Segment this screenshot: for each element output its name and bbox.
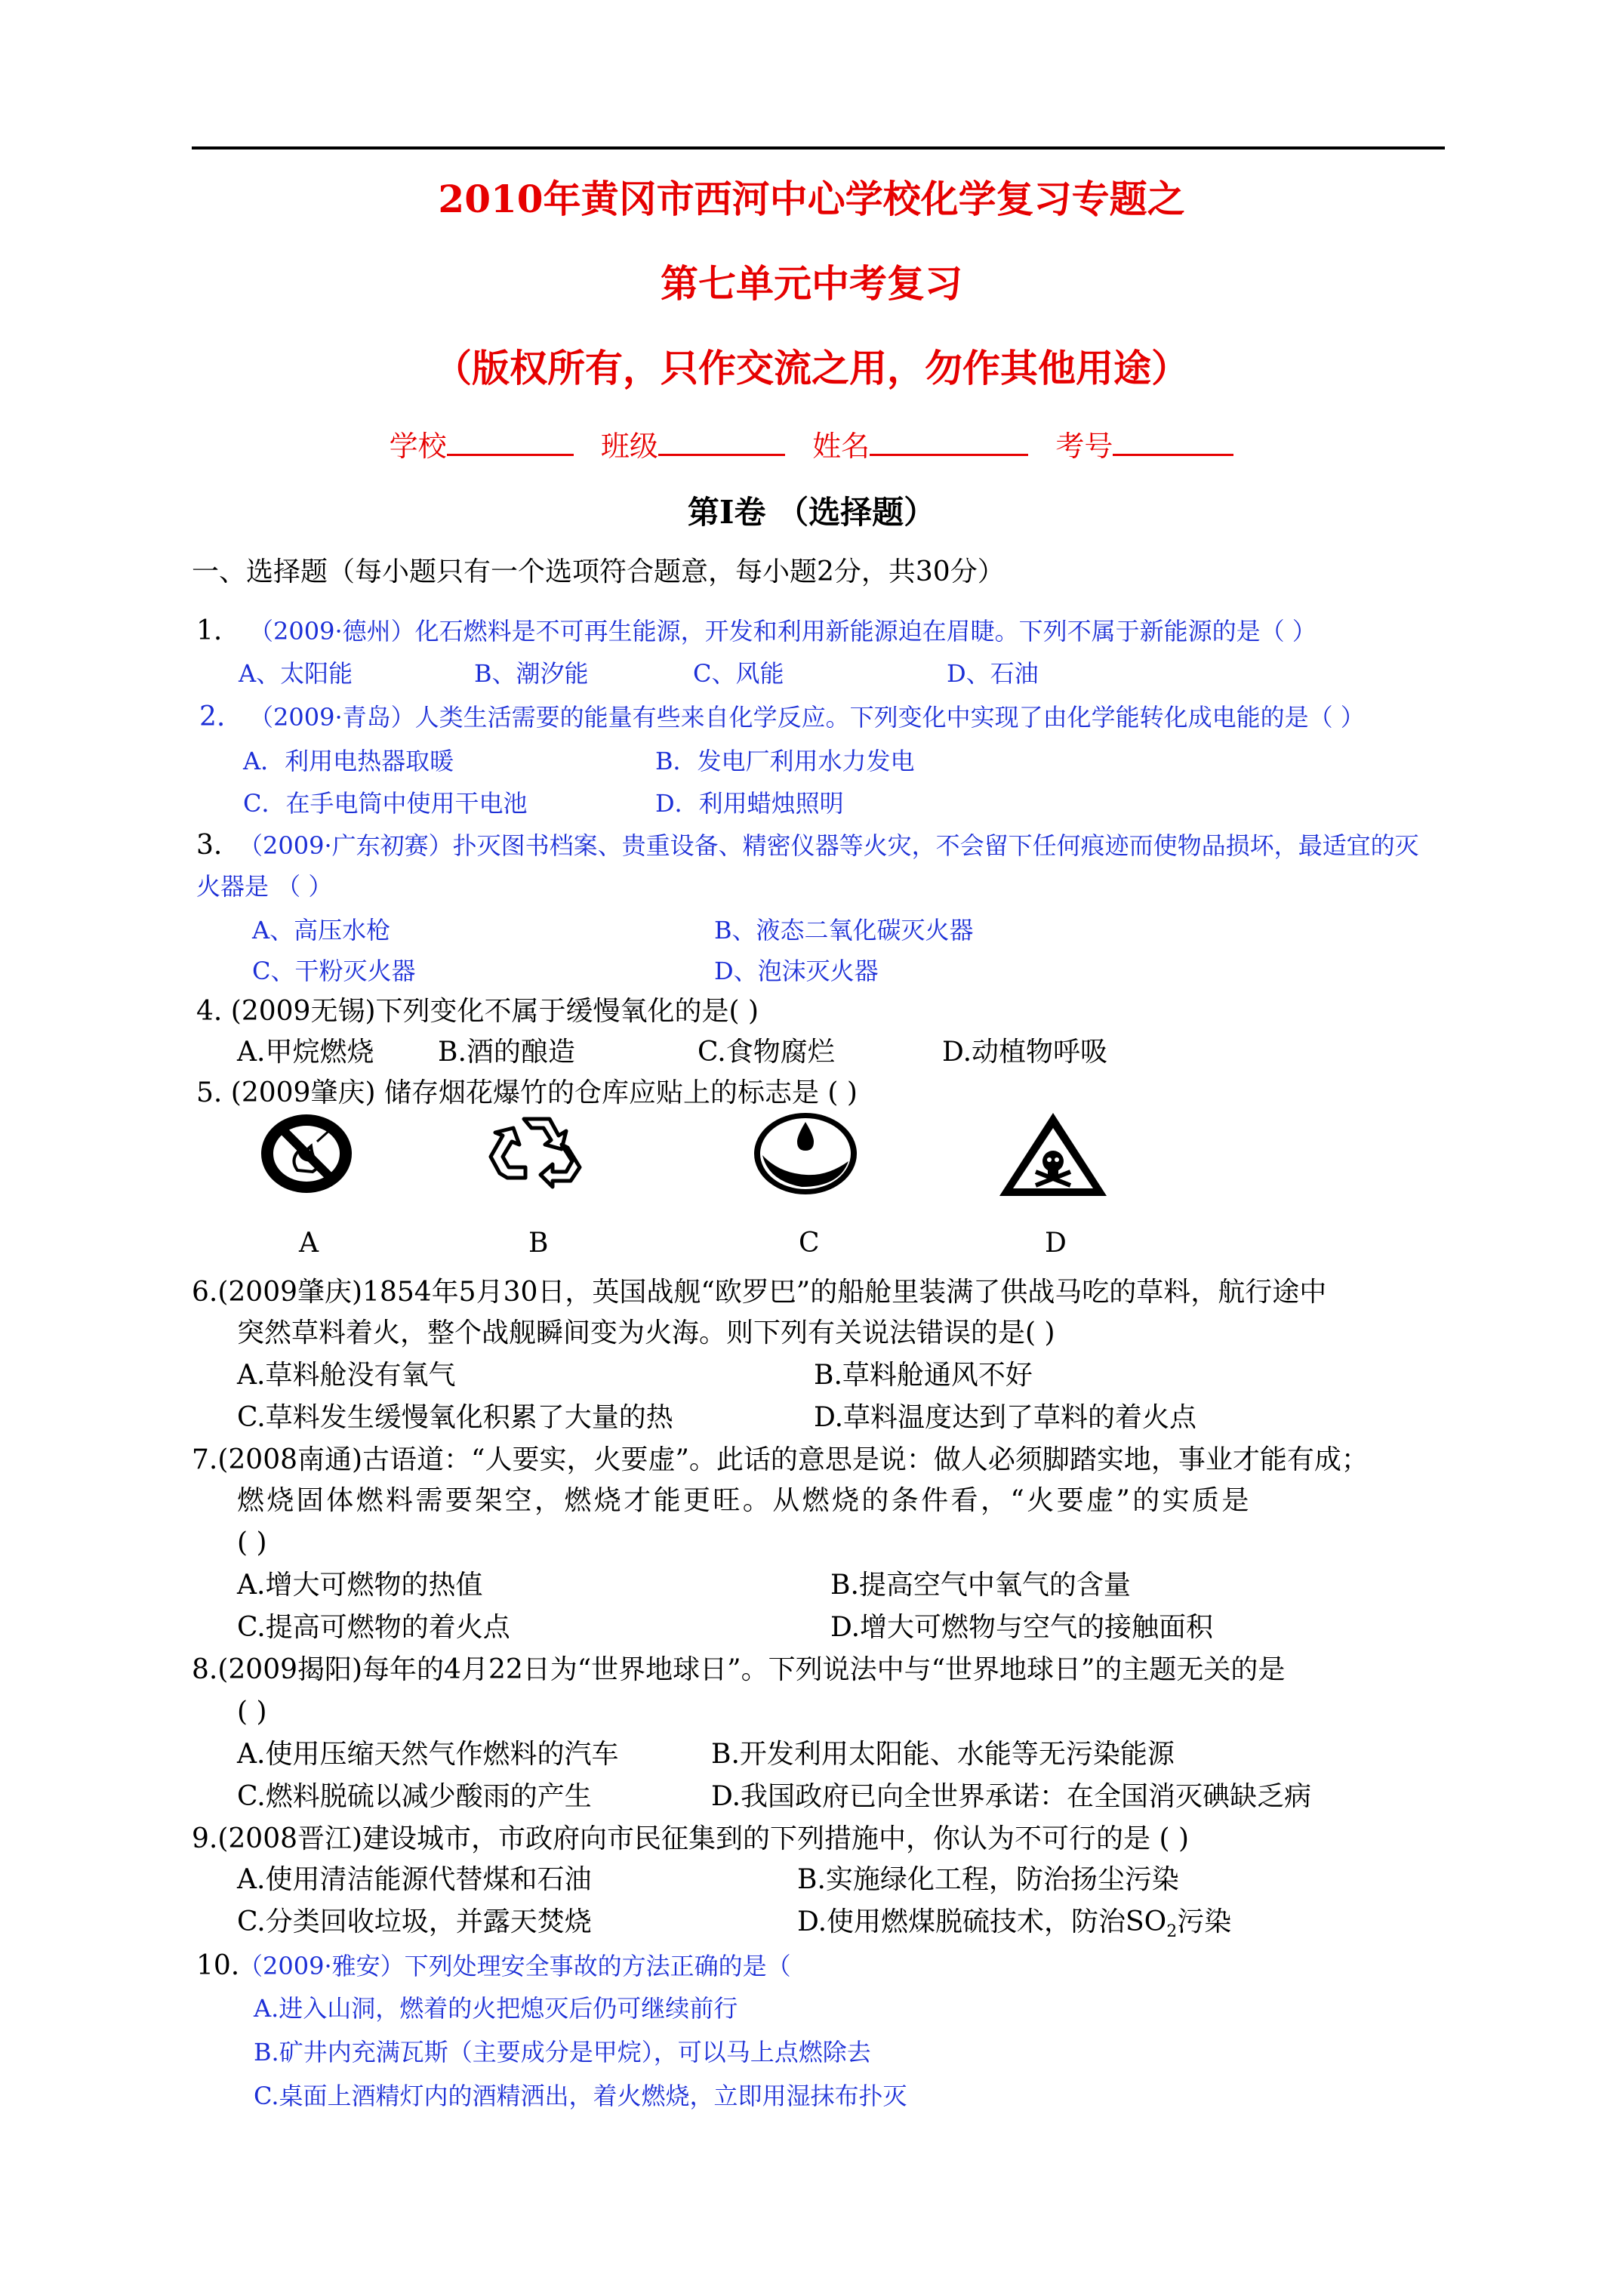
q2-option-c: C．在手电筒中使用干电池 — [243, 789, 528, 818]
q6-option-c: C.草料发生缓慢氧化积累了大量的热 — [237, 1402, 673, 1433]
number-blank[interactable] — [1113, 428, 1233, 456]
q2-num: 2. — [199, 701, 226, 732]
q5-label-c: C — [799, 1228, 820, 1259]
toxic-sign-icon — [996, 1108, 1110, 1199]
school-blank[interactable] — [447, 428, 574, 456]
q7-stem-line1: 7.(2008南通)古语道：“人要实，火要虚”。此话的意思是说：做人必须脚踏实地，事业才能有成； — [192, 1444, 1369, 1475]
q6-stem-line2: 突然草料着火，整个战舰瞬间变为火海。则下列有关说法错误的是( ) — [237, 1318, 1055, 1348]
q1-stem: （2009·德州）化石燃料是不可再生能源，开发和利用新能源迫在眉睫。下列不属于新能源的是（ ） — [249, 617, 1317, 646]
q7-stem-line3: ( ) — [237, 1527, 267, 1558]
q9-option-d — [797, 1906, 1231, 1949]
q6-option-d: D.草料温度达到了草料的着火点 — [814, 1402, 1197, 1433]
q1-num: 1. — [196, 615, 223, 646]
recycle-sign-icon — [480, 1108, 593, 1191]
q7-stem-line2: 燃烧固体燃料需要架空，燃烧才能更旺。从燃烧的条件看，“火要虚”的实质是 — [237, 1485, 1252, 1516]
q10-stem: （2009·雅安）下列处理安全事故的方法正确的是（ — [239, 1952, 791, 1980]
q2-stem: （2009·青岛）人类生活需要的能量有些来自化学反应。下列变化中实现了由化学能转化成电能的是（ ） — [249, 703, 1365, 732]
q10-num: 10. — [196, 1950, 240, 1981]
corrosive-sign-icon — [749, 1108, 862, 1199]
section-title: 一、选择题（每小题只有一个选项符合题意，每小题2分，共30分） — [192, 556, 1005, 587]
q10-option-c: C.桌面上酒精灯内的酒精洒出，着火燃烧，立即用湿抹布扑灭 — [254, 2082, 907, 2110]
q10-option-b: B.矿井内充满瓦斯（主要成分是甲烷），可以马上点燃除去 — [254, 2038, 871, 2066]
q4-stem: 4. (2009无锡)下列变化不属于缓慢氧化的是( ) — [196, 996, 759, 1027]
q5-label-a: A — [299, 1228, 319, 1259]
q7-option-c: C.提高可燃物的着火点 — [237, 1612, 510, 1643]
number-label: 考号 — [1055, 430, 1113, 463]
q8-stem-line1: 8.(2009揭阳)每年的4月22日为“世界地球日”。下列说法中与“世界地球日”的主题无关的是 — [192, 1654, 1286, 1685]
q3-option-a: A、高压水枪 — [252, 916, 391, 945]
q9-option-a: A.使用清洁能源代替煤和石油 — [237, 1864, 592, 1895]
q8-option-b: B.开发利用太阳能、水能等无污染能源 — [711, 1739, 1175, 1770]
q4-option-d: D.动植物呼吸 — [942, 1037, 1108, 1068]
q2-option-b: B．发电厂利用水力发电 — [655, 747, 915, 775]
q1-option-d: D、石油 — [947, 659, 1039, 688]
q6-stem-line1: 6.(2009肇庆)1854年5月30日，英国战舰“欧罗巴”的船舱里装满了供战马吃的草料，航行途中 — [192, 1277, 1327, 1308]
q4-option-a: A.甲烷燃烧 — [237, 1037, 374, 1068]
q3-stem-line1: （2009·广东初赛）扑灭图书档案、贵重设备、精密仪器等火灾，不会留下任何痕迹而使物品损坏，最适宜的灭 — [239, 831, 1419, 860]
q1-option-c: C、风能 — [693, 659, 784, 688]
q3-option-d: D、泡沫灭火器 — [714, 957, 879, 985]
q9-option-d-text: D.使用燃煤脱硫技术，防治SO — [797, 1906, 1167, 1937]
q8-option-c: C.燃料脱硫以减少酸雨的产生 — [237, 1781, 592, 1812]
q8-option-a: A.使用压缩天然气作燃料的汽车 — [237, 1739, 619, 1770]
part-title: 第Ⅰ卷 （选择题） — [687, 494, 936, 531]
q7-option-d: D.增大可燃物与空气的接触面积 — [830, 1612, 1214, 1643]
doc-subtitle: 第七单元中考复习 — [661, 261, 962, 306]
q3-stem-line2: 火器是 （ ） — [196, 872, 333, 901]
q4-option-b: B.酒的酿造 — [438, 1037, 575, 1068]
q3-option-b: B、液态二氧化碳灭火器 — [714, 916, 974, 945]
q5-label-d: D — [1045, 1228, 1067, 1259]
q1-option-b: B、潮汐能 — [474, 659, 589, 688]
doc-title: 2010年黄冈市西河中心学校化学复习专题之 — [438, 177, 1185, 221]
header-rule — [192, 146, 1445, 149]
q3-num: 3. — [196, 830, 223, 861]
q7-option-b: B.提高空气中氧气的含量 — [830, 1570, 1131, 1601]
q9-option-c: C.分类回收垃圾，并露天焚烧 — [237, 1906, 592, 1937]
q5-stem: 5. (2009肇庆) 储存烟花爆竹的仓库应贴上的标志是 ( ) — [196, 1077, 858, 1108]
q5-label-b: B — [528, 1228, 549, 1259]
name-blank[interactable] — [870, 428, 1028, 456]
q8-option-d: D.我国政府已向全世界承诺：在全国消灭碘缺乏病 — [711, 1781, 1312, 1812]
q3-option-c: C、干粉灭火器 — [252, 957, 416, 985]
q9-stem: 9.(2008晋江)建设城市，市政府向市民征集到的下列措施中，你认为不可行的是 ( ) — [192, 1823, 1190, 1854]
q9-option-d-subscript: 2 — [1166, 1922, 1178, 1942]
q2-option-a: A．利用电热器取暖 — [243, 747, 454, 775]
no-fire-sign-icon — [254, 1108, 359, 1199]
q1-option-a: A、太阳能 — [239, 659, 353, 688]
school-label: 学校 — [389, 430, 447, 463]
q9-option-d-tail: 污染 — [1177, 1906, 1232, 1937]
q7-option-a: A.增大可燃物的热值 — [237, 1570, 483, 1601]
q9-option-b: B.实施绿化工程，防治扬尘污染 — [797, 1864, 1179, 1895]
class-label: 班级 — [600, 430, 658, 463]
q6-option-a: A.草料舱没有氧气 — [237, 1360, 456, 1391]
class-blank[interactable] — [658, 428, 785, 456]
q4-option-c: C.食物腐烂 — [698, 1037, 835, 1068]
q2-option-d: D．利用蜡烛照明 — [655, 789, 844, 818]
name-label: 姓名 — [812, 430, 870, 463]
student-info-fields — [0, 423, 1623, 464]
q8-stem-line2: ( ) — [237, 1697, 267, 1727]
copyright-note: （版权所有，只作交流之用，勿作其他用途） — [434, 346, 1189, 390]
q10-option-a: A.进入山洞，燃着的火把熄灭后仍可继续前行 — [254, 1994, 738, 2023]
q6-option-b: B.草料舱通风不好 — [814, 1360, 1033, 1391]
